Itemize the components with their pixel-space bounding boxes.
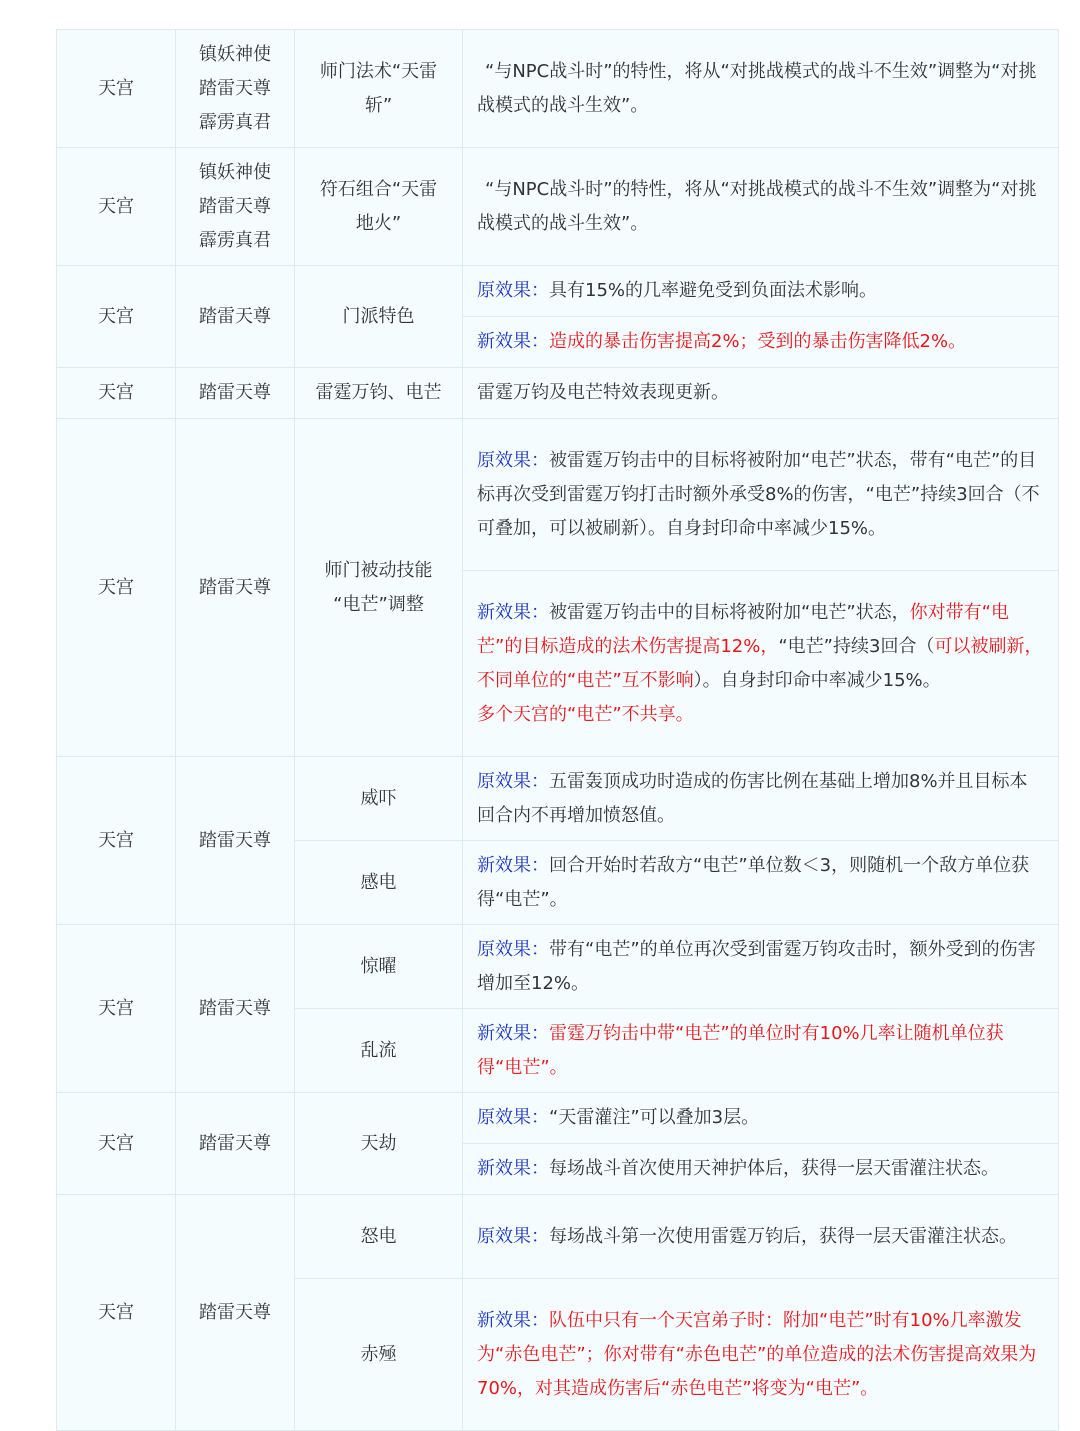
new-effect-note: 多个天宫的“电芒”不共享。 [477, 703, 694, 725]
sect-cell: 天宫 [57, 266, 176, 368]
role-line: 霹雳真君 [199, 229, 271, 251]
item-cell: 赤殛 [295, 1279, 463, 1431]
new-effect-text: ）。自身封印命中率减少15%。 [693, 669, 941, 691]
role-cell: 踏雷天尊 [176, 419, 295, 757]
role-line: 踏雷天尊 [199, 195, 271, 217]
table-row [57, 148, 1059, 266]
new-effect-label: 新效果： [477, 331, 549, 352]
item-cell [295, 148, 463, 266]
new-effect-text: 雷霆万钧击中带“电芒”的单位时有10%几率让随机单位获得“电芒”。 [477, 1022, 1004, 1078]
item-line: 斩” [364, 94, 393, 116]
table-row [57, 266, 1059, 317]
role-cell: 踏雷天尊 [176, 1195, 295, 1431]
orig-effect-label: 原效果： [477, 938, 549, 960]
item-cell: 威吓 [295, 757, 463, 841]
orig-effect-text: “天雷灌注”可以叠加3层。 [549, 1107, 760, 1128]
new-effect-text: “电芒”持续3回合（ [778, 635, 935, 657]
orig-effect-text: 具有15%的几率避免受到负面法术影响。 [549, 280, 878, 301]
item-cell: 天劫 [295, 1093, 463, 1195]
table-row [57, 30, 1059, 148]
item-cell: 惊曜 [295, 925, 463, 1009]
new-effect-cell [463, 1279, 1059, 1431]
new-effect-cell [463, 1009, 1059, 1093]
table-row [57, 1195, 1059, 1279]
orig-effect-text: 五雷轰顶成功时造成的伤害比例在基础上增加8%并且目标本回合内不再增加愤怒值。 [477, 770, 1028, 826]
sect-cell: 天宫 [57, 925, 176, 1093]
item-line: 符石组合“天雷 [319, 178, 438, 200]
desc-cell: 雷霆万钧及电芒特效表现更新。 [463, 368, 1059, 419]
role-cell: 踏雷天尊 [176, 368, 295, 419]
new-effect-label: 新效果： [477, 854, 549, 876]
role-cell: 踏雷天尊 [176, 266, 295, 368]
item-cell [295, 30, 463, 148]
new-effect-label: 新效果： [477, 601, 549, 623]
new-effect-highlight: 你对带有“电芒”的目标造成的法术伤害提高12%， [477, 601, 1009, 657]
new-effect-cell [463, 1144, 1059, 1195]
orig-effect-text: 每场战斗第一次使用雷霆万钧后，获得一层天雷灌注状态。 [549, 1225, 1017, 1247]
role-cell: 踏雷天尊 [176, 1093, 295, 1195]
orig-effect-label: 原效果： [477, 280, 549, 301]
new-effect-cell [463, 841, 1059, 925]
item-line: “电芒”调整 [333, 593, 424, 615]
sect-cell: 天宫 [57, 757, 176, 925]
item-line: 师门被动技能 [324, 559, 433, 581]
item-cell: 门派特色 [295, 266, 463, 368]
desc-cell: “与NPC战斗时”的特性，将从“对挑战模式的战斗不生效”调整为“对挑战模式的战斗生效”。 [463, 30, 1059, 148]
orig-effect-cell [463, 419, 1059, 571]
role-line: 镇妖神使 [199, 43, 271, 65]
orig-effect-cell [463, 757, 1059, 841]
item-cell [295, 419, 463, 757]
new-effect-label: 新效果： [477, 1022, 549, 1044]
new-effect-text: 回合开始时若敌方“电芒”单位数＜3，则随机一个敌方单位获得“电芒”。 [477, 854, 1030, 910]
table-row [57, 925, 1059, 1009]
role-cell [176, 30, 295, 148]
orig-effect-cell [463, 1093, 1059, 1144]
table-row [57, 419, 1059, 571]
new-effect-label: 新效果： [477, 1309, 549, 1331]
role-line: 霹雳真君 [199, 111, 271, 133]
sect-cell: 天宫 [57, 1093, 176, 1195]
orig-effect-label: 原效果： [477, 770, 549, 792]
orig-effect-cell [463, 266, 1059, 317]
role-cell [176, 148, 295, 266]
orig-effect-cell [463, 1195, 1059, 1279]
desc-cell: “与NPC战斗时”的特性，将从“对挑战模式的战斗不生效”调整为“对挑战模式的战斗生效”。 [463, 148, 1059, 266]
item-cell: 感电 [295, 841, 463, 925]
orig-effect-label: 原效果： [477, 1225, 549, 1247]
new-effect-text: 每场战斗首次使用天神护体后，获得一层天雷灌注状态。 [549, 1158, 999, 1179]
role-cell: 踏雷天尊 [176, 925, 295, 1093]
role-cell: 踏雷天尊 [176, 757, 295, 925]
sect-cell: 天宫 [57, 419, 176, 757]
item-line: 地火” [355, 212, 402, 234]
new-effect-text: 造成的暴击伤害提高2%；受到的暴击伤害降低2%。 [549, 331, 967, 352]
sect-cell: 天宫 [57, 368, 176, 419]
orig-effect-label: 原效果： [477, 449, 549, 471]
role-line: 镇妖神使 [199, 161, 271, 183]
orig-effect-label: 原效果： [477, 1107, 549, 1128]
skill-change-table [56, 29, 1059, 1431]
new-effect-cell [463, 317, 1059, 368]
orig-effect-text: 被雷霆万钧击中的目标将被附加“电芒”状态，带有“电芒”的目标再次受到雷霆万钧打击时额外承受8%的伤害，“电芒”持续3回合（不可叠加，可以被刷新）。自身封印命中率减少15%。 [477, 449, 1040, 539]
role-line: 踏雷天尊 [199, 77, 271, 99]
new-effect-cell [463, 571, 1059, 757]
table-row [57, 757, 1059, 841]
orig-effect-cell [463, 925, 1059, 1009]
sect-cell: 天宫 [57, 1195, 176, 1431]
table-row [57, 368, 1059, 419]
sect-cell: 天宫 [57, 148, 176, 266]
item-line: 师门法术“天雷 [319, 60, 438, 82]
item-cell: 乱流 [295, 1009, 463, 1093]
new-effect-text: 队伍中只有一个天宫弟子时：附加“电芒”时有10%几率激发为“赤色电芒”；你对带有“赤色电芒”的单位造成的法术伤害提高效果为70%，对其造成伤害后“赤色电芒”将变为“电芒”。 [477, 1309, 1037, 1399]
item-cell: 雷霆万钧、电芒 [295, 368, 463, 419]
new-effect-text: 被雷霆万钧击中的目标将被附加“电芒”状态， [549, 601, 910, 623]
item-cell: 怒电 [295, 1195, 463, 1279]
new-effect-label: 新效果： [477, 1158, 549, 1179]
sect-cell: 天宫 [57, 30, 176, 148]
new-effect-highlight: 可以被刷新，不同单位的“电芒”互不影响 [477, 635, 1043, 691]
orig-effect-text: 带有“电芒”的单位再次受到雷霆万钧攻击时，额外受到的伤害增加至12%。 [477, 938, 1036, 994]
table-row [57, 1093, 1059, 1144]
